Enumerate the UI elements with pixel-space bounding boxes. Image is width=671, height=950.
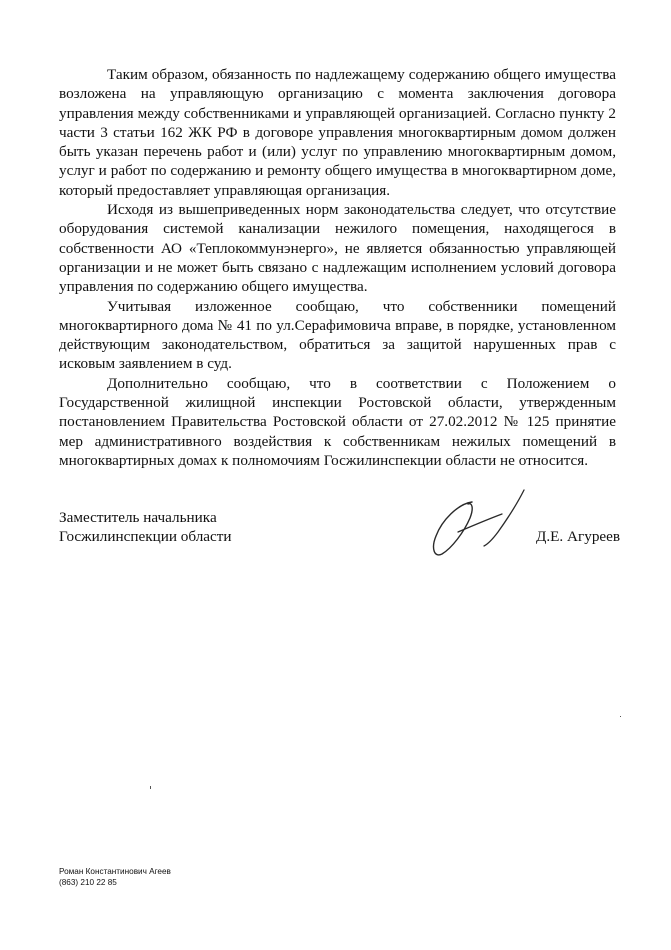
paragraph-3: Учитывая изложенное сообщаю, что собственники помещений многоквартирного дома № 41 по ул.Серафимовича вправе, в порядке, установленном действующим законодательством, обратиться за защитой нарушенных прав с исковым заявлением в суд. [59, 297, 616, 373]
paragraph-1: Таким образом, обязанность по надлежащему содержанию общего имущества возложена на управляющую организацию с момента заключения договора управления между собственниками и управляющей организацией. Согласно пункту 2 части 3 статьи 162 ЖК РФ в договоре управления многоквартирным домом должен быть указан перечень работ и (или) услуг по управлению многоквартирным домом, услуг и работ по содержанию и ремонту общего имущества в многоквартирном доме, который предоставляет управляющая организация. [59, 66, 616, 199]
paragraph-2: Исходя из вышеприведенных норм законодательства следует, что отсутствие оборудования системой канализации нежилого помещения, находящегося в собственности АО «Теплокоммунэнерго», не является обязанностью управляющей организации и не может быть связано с надлежащим исполнением условий договора управления по содержанию общего имущества. [59, 201, 616, 296]
scan-artifact [150, 786, 151, 789]
executor-name: Роман Константинович Агеев [59, 867, 171, 876]
executor-phone: (863) 210 22 85 [59, 878, 117, 887]
position-line-2: Госжилинспекции области [59, 528, 232, 546]
handwritten-signature [428, 488, 538, 568]
signatory-position [59, 508, 232, 547]
signer-name: Д.Е. Агуреев [536, 528, 621, 545]
scan-artifact [620, 716, 621, 717]
letter-body [59, 65, 616, 470]
position-line-1: Заместитель начальника [59, 509, 217, 526]
paragraph-4: Дополнительно сообщаю, что в соответствии с Положением о Государственной жилищной инспекции Ростовской области, утвержденным постановлением Правительства Ростовской области от 27.02.2012 № 125 принятие мер административного воздействия к собственникам нежилых помещений в многоквартирных домах к полномочиям Госжилинспекции области не относится. [59, 374, 616, 469]
executor-contact [59, 866, 171, 888]
